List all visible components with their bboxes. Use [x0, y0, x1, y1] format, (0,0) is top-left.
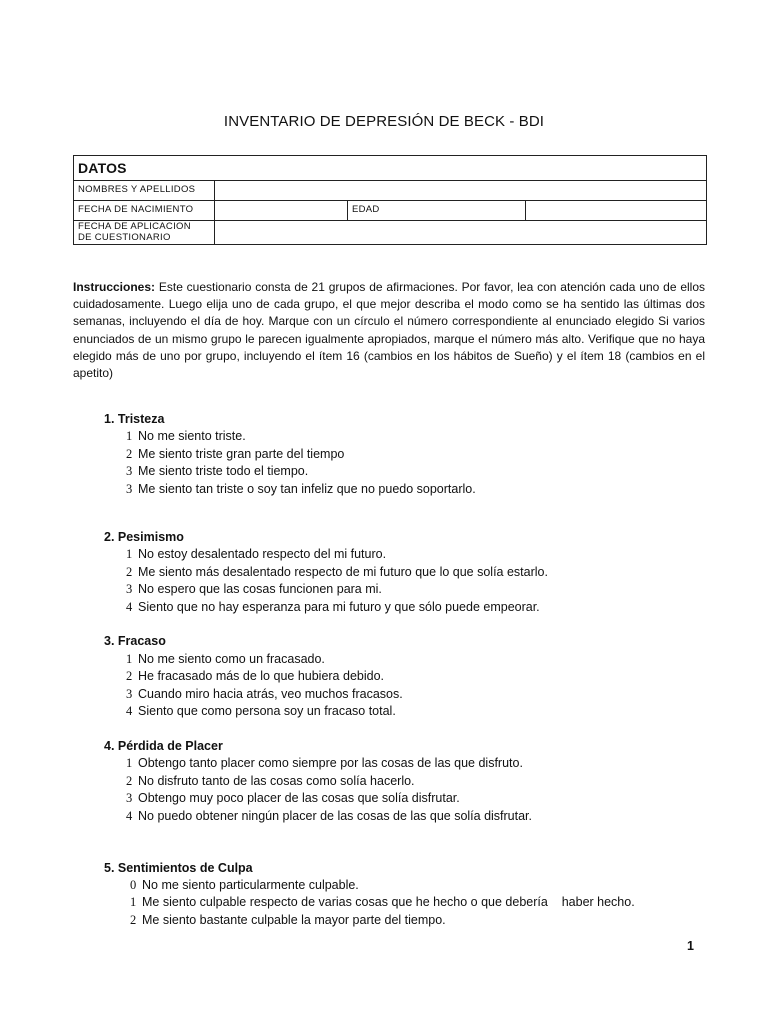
- item-2-title: 2. Pesimismo: [104, 530, 184, 544]
- item-4-option[interactable]: 4 No puedo obtener ningún placer de las cosas de las que solía disfrutar.: [126, 809, 533, 823]
- item-2-option[interactable]: 3 No espero que las cosas funcionen para mi.: [126, 582, 382, 596]
- item-1-option[interactable]: 1 No me siento triste.: [126, 429, 246, 443]
- page-number: 1: [687, 939, 694, 953]
- item-1-option[interactable]: 2 Me siento triste gran parte del tiempo: [126, 447, 345, 461]
- nombres-field[interactable]: [215, 181, 707, 201]
- item-3-option[interactable]: 2 He fracasado más de lo que hubiera debido.: [126, 669, 384, 683]
- datos-header: DATOS: [74, 156, 707, 181]
- fecha-nacimiento-label: FECHA DE NACIMIENTO: [74, 201, 215, 221]
- fecha-aplicacion-label-line2: DE CUESTIONARIO: [78, 231, 171, 243]
- item-1-option[interactable]: 3 Me siento triste todo el tiempo.: [126, 464, 309, 478]
- item-1-title: 1. Tristeza: [104, 412, 165, 426]
- item-1-option[interactable]: 3 Me siento tan triste o soy tan infeliz que no puedo soportarlo.: [126, 482, 476, 496]
- edad-label: EDAD: [348, 201, 526, 221]
- instructions-text: Este cuestionario consta de 21 grupos de afirmaciones. Por favor, lea con atención cada uno de ellos cuidadosamente. Luego elija uno de cada grupo, el que mejor describa el modo como se ha sentido las últimas dos semanas, incluyendo el día de hoy. Marque con un círculo el número correspondiente al enunciado elegido Si varios enunciados de un mismo grupo le parecen igualmente apropiados, marque el número más alto. Verifique que no haya elegido más de uno por grupo, incluyendo el ítem 16 (cambios en los hábitos de Sueño) y el ítem 18 (cambios en el apetito): [73, 280, 705, 381]
- item-5-option[interactable]: 1 Me siento culpable respecto de varias cosas que he hecho o que debería haber hecho.: [130, 895, 635, 909]
- instructions: [73, 279, 705, 382]
- item-4-title: 4. Pérdida de Placer: [104, 739, 223, 753]
- fecha-aplicacion-field[interactable]: [215, 221, 707, 245]
- item-5-title: 5. Sentimientos de Culpa: [104, 861, 253, 875]
- fecha-aplicacion-label: [74, 221, 215, 245]
- edad-field[interactable]: [526, 201, 707, 221]
- item-3-option[interactable]: 1 No me siento como un fracasado.: [126, 652, 325, 666]
- document-title: INVENTARIO DE DEPRESIÓN DE BECK - BDI: [223, 113, 545, 130]
- datos-table: [73, 155, 707, 245]
- item-5-option[interactable]: 2 Me siento bastante culpable la mayor parte del tiempo.: [130, 913, 446, 927]
- item-4-option[interactable]: 2 No disfruto tanto de las cosas como solía hacerlo.: [126, 774, 415, 788]
- item-3-option[interactable]: 3 Cuando miro hacia atrás, veo muchos fracasos.: [126, 687, 403, 701]
- item-4-option[interactable]: 3 Obtengo muy poco placer de las cosas que solía disfrutar.: [126, 791, 460, 805]
- item-2-option[interactable]: 1 No estoy desalentado respecto del mi futuro.: [126, 547, 387, 561]
- fecha-aplicacion-label-line1: FECHA DE APLICACION: [78, 221, 191, 232]
- item-4-option[interactable]: 1 Obtengo tanto placer como siempre por las cosas de las que disfruto.: [126, 756, 523, 770]
- nombres-label: NOMBRES Y APELLIDOS: [74, 181, 215, 201]
- item-5-option[interactable]: 0 No me siento particularmente culpable.: [130, 878, 359, 892]
- fecha-nacimiento-field[interactable]: [215, 201, 348, 221]
- item-2-option[interactable]: 4 Siento que no hay esperanza para mi futuro y que sólo puede empeorar.: [126, 600, 540, 614]
- item-3-option[interactable]: 4 Siento que como persona soy un fracaso total.: [126, 704, 396, 718]
- instructions-lead: Instrucciones:: [73, 280, 156, 294]
- item-2-option[interactable]: 2 Me siento más desalentado respecto de mi futuro que lo que solía estarlo.: [126, 565, 548, 579]
- item-3-title: 3. Fracaso: [104, 634, 166, 648]
